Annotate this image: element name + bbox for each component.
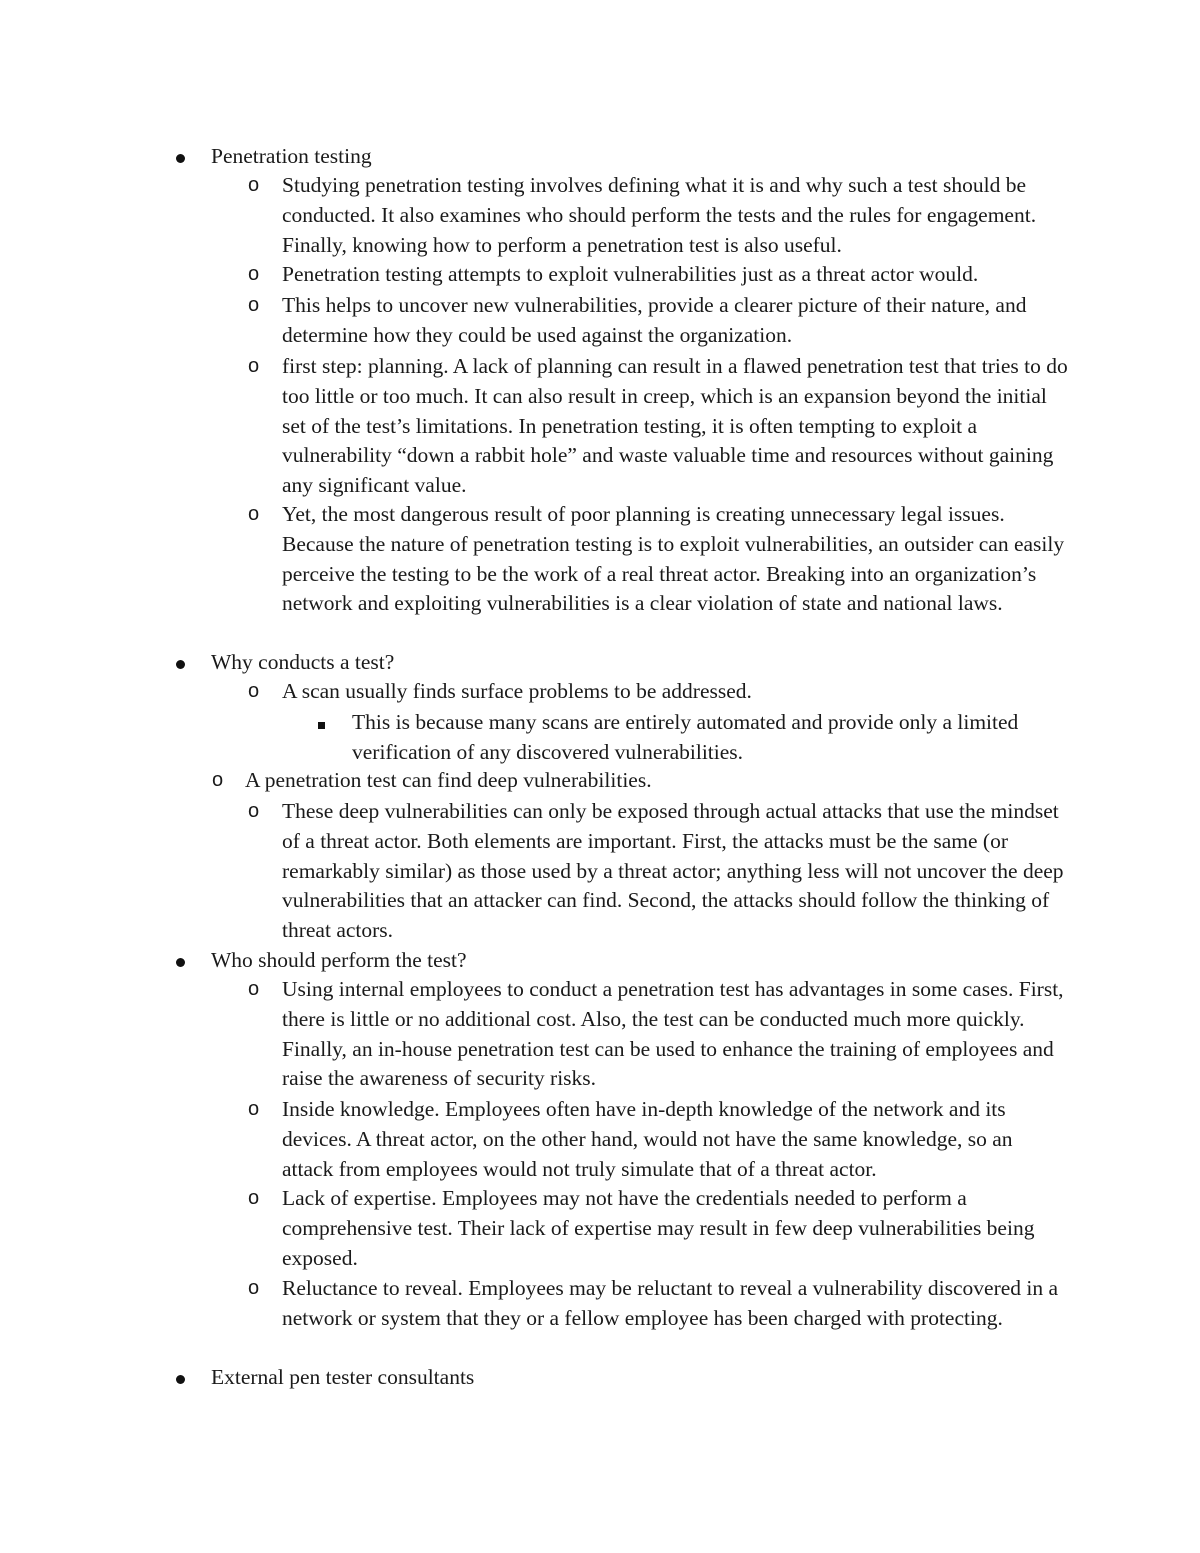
list-item-text: These deep vulnerabilities can only be exposed through actual attacks that use the mindset of a threat actor. Both elements are important. First, the attacks must be the same (or remarkably similar) as those used by a threat actor; anything less will not uncover the deep vulnerabilities that an attacker can find. Second, the attacks should follow the thinking of threat actors.: [282, 799, 1064, 943]
bullet-marker: [318, 708, 325, 738]
list-item-text: Penetration testing attempts to exploit vulnerabilities just as a threat actor would.: [282, 262, 979, 286]
list-item-text: Lack of expertise. Employees may not have the credentials needed to perform a comprehensive test. Their lack of expertise may result in few deep vulnerabilities being exposed.: [282, 1186, 1035, 1270]
list-item: [248, 171, 1068, 260]
list-item: [318, 708, 1058, 768]
list-item-text: first step: planning. A lack of planning can result in a flawed penetration test that tries to do too little or too much. It can also result in creep, which is an expansion beyond the initial set of the test’s limitations. In penetration testing, it is often tempting to exploit a vulnerability “down a rabbit hole” and waste valuable time and resources without gaining any significant value.: [282, 354, 1068, 498]
list-item: [212, 766, 1062, 796]
list-item-text: Inside knowledge. Employees often have in-depth knowledge of the network and its devices. A threat actor, on the other hand, would not have the same knowledge, so an attack from employees would not truly simulate that of a threat actor.: [282, 1097, 1013, 1181]
list-item: [248, 500, 1068, 619]
bullet-marker: o: [248, 503, 260, 525]
bullet-marker: o: [248, 978, 260, 1000]
list-item: [248, 975, 1068, 1094]
list-item-text: External pen tester consultants: [211, 1365, 475, 1389]
bullet-marker: [176, 946, 188, 976]
list-item-text: Why conducts a test?: [211, 650, 395, 674]
bullet-marker: o: [212, 769, 224, 791]
bullet-marker: [176, 648, 188, 678]
list-item-text: Penetration testing: [211, 144, 372, 168]
list-item: [176, 946, 1056, 976]
bullet-marker: o: [248, 800, 260, 822]
list-item-text: Yet, the most dangerous result of poor planning is creating unnecessary legal issues. Because the nature of penetration testing is to exploit vulnerabilities, an outsider can easily perceive the testing to be the work of a real threat actor. Breaking into an organization’s network and exploiting vulnerabilities is a clear violation of state and national laws.: [282, 502, 1065, 616]
list-item: [248, 1095, 1068, 1184]
list-item-text: Who should perform the test?: [211, 948, 467, 972]
list-item: [248, 260, 1068, 290]
list-item: [248, 677, 1068, 707]
bullet-marker: o: [248, 355, 260, 377]
bullet-marker: o: [248, 1187, 260, 1209]
list-item: [248, 797, 1068, 946]
list-item-text: Reluctance to reveal. Employees may be reluctant to reveal a vulnerability discovered in a network or system that they or a fellow employee has been charged with protecting.: [282, 1276, 1059, 1330]
list-item: [248, 1184, 1068, 1273]
list-item: [176, 142, 1056, 172]
bullet-marker: [176, 1363, 188, 1393]
bullet-marker: o: [248, 263, 260, 285]
list-item: [248, 1274, 1068, 1334]
list-item-text: A penetration test can find deep vulnerabilities.: [245, 768, 652, 792]
bullet-marker: o: [248, 294, 260, 316]
list-item-text: This is because many scans are entirely automated and provide only a limited verification of any discovered vulnerabilities.: [352, 710, 1019, 764]
bullet-marker: o: [248, 1277, 260, 1299]
bullet-marker: o: [248, 1098, 260, 1120]
list-item-text: Studying penetration testing involves defining what it is and why such a test should be conducted. It also examines who should perform the tests and the rules for engagement. Finally, knowing how to perform a penetration test is also useful.: [282, 173, 1037, 257]
bullet-marker: o: [248, 680, 260, 702]
list-item: [248, 352, 1068, 501]
list-item-text: This helps to uncover new vulnerabilities, provide a clearer picture of their nature, and determine how they could be used against the organization.: [282, 293, 1027, 347]
list-item: [248, 291, 1068, 351]
list-item: [176, 648, 1056, 678]
bullet-marker: o: [248, 174, 260, 196]
list-item: [176, 1363, 1056, 1393]
bullet-marker: [176, 142, 188, 172]
list-item-text: A scan usually finds surface problems to be addressed.: [282, 679, 752, 703]
list-item-text: Using internal employees to conduct a penetration test has advantages in some cases. First, there is little or no additional cost. Also, the test can be conducted much more quickly. Finally, an in-house penetration test can be used to enhance the training of employees and raise the awareness of security risks.: [282, 977, 1064, 1091]
